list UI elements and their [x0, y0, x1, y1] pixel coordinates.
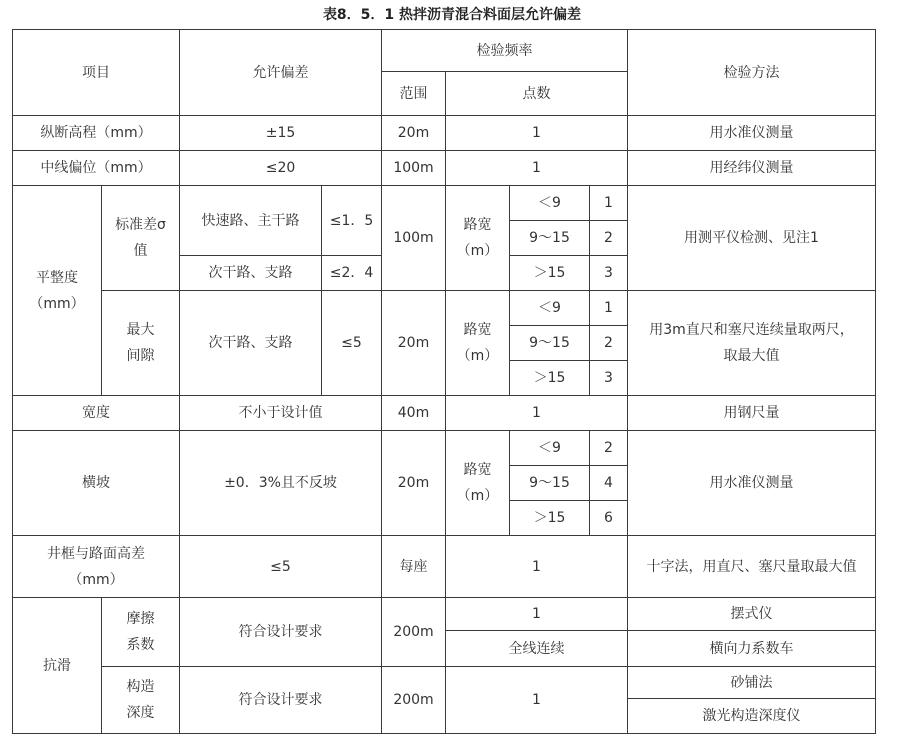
elevation-tolerance: ±15 [180, 116, 382, 151]
texture-points: 1 [446, 667, 628, 734]
std-label-line1: 标准差σ [115, 217, 166, 233]
std-width-2: ＞15 [510, 256, 590, 291]
header-item: 项目 [13, 30, 180, 116]
centerline-method: 用经纬仪测量 [628, 151, 876, 186]
texture-method-a: 砂铺法 [628, 667, 876, 699]
friction-points-b: 全线连续 [446, 631, 628, 667]
flatness-item [13, 186, 102, 396]
header-range: 范围 [382, 72, 446, 116]
centerline-range: 100m [382, 151, 446, 186]
friction-points-a: 1 [446, 598, 628, 631]
manhole-method: 十字法，用直尺、塞尺量取最大值 [628, 536, 876, 598]
gap-width-1: 9～15 [510, 326, 590, 361]
gap-points-1: 2 [590, 326, 628, 361]
slope-method: 用水准仪测量 [628, 431, 876, 536]
slope-points-2: 6 [590, 501, 628, 536]
gap-width-0: ＜9 [510, 291, 590, 326]
gap-width-label [446, 291, 510, 396]
width-tolerance: 不小于设计值 [180, 396, 382, 431]
gap-road: 次干路、支路 [180, 291, 322, 396]
std-value-b: ≤2．4 [322, 256, 382, 291]
friction-label-line1: 摩擦 [126, 611, 155, 627]
slope-width-line2: （m） [456, 488, 499, 504]
friction-label-line2: 系数 [126, 637, 155, 653]
elevation-range: 20m [382, 116, 446, 151]
manhole-range: 每座 [382, 536, 446, 598]
flatness-item-line1: 平整度 [36, 269, 78, 286]
centerline-points: 1 [446, 151, 628, 186]
slope-width-1: 9～15 [510, 466, 590, 501]
header-points: 点数 [446, 72, 628, 116]
manhole-item-line1: 井框与路面高差 [47, 545, 145, 562]
gap-width-line2: （m） [456, 348, 499, 364]
skid-item: 抗滑 [13, 598, 102, 734]
texture-method-b: 激光构造深度仪 [628, 699, 876, 734]
slope-width-0: ＜9 [510, 431, 590, 466]
slope-range: 20m [382, 431, 446, 536]
width-range: 40m [382, 396, 446, 431]
texture-label-line2: 深度 [126, 705, 155, 721]
slope-points-0: 2 [590, 431, 628, 466]
std-label [102, 186, 180, 291]
gap-method-line2: 取最大值 [723, 348, 780, 364]
friction-range: 200m [382, 598, 446, 667]
gap-range: 20m [382, 291, 446, 396]
header-method: 检验方法 [628, 30, 876, 116]
manhole-points: 1 [446, 536, 628, 598]
friction-label [102, 598, 180, 667]
gap-value: ≤5 [322, 291, 382, 396]
gap-label-line1: 最大 [126, 322, 155, 338]
flatness-item-line2: （mm） [29, 295, 85, 312]
std-method: 用测平仪检测、见注1 [628, 186, 876, 291]
std-value-a: ≤1．5 [322, 186, 382, 256]
gap-width-line1: 路宽 [463, 322, 492, 338]
header-tolerance: 允许偏差 [180, 30, 382, 116]
width-method: 用钢尺量 [628, 396, 876, 431]
slope-width-line1: 路宽 [463, 462, 492, 478]
gap-points-2: 3 [590, 361, 628, 396]
elevation-method: 用水准仪测量 [628, 116, 876, 151]
slope-tolerance: ±0．3%且不反坡 [180, 431, 382, 536]
texture-label [102, 667, 180, 734]
header-frequency: 检验频率 [382, 30, 628, 72]
std-width-line1: 路宽 [463, 217, 492, 233]
texture-tolerance: 符合设计要求 [180, 667, 382, 734]
gap-method-line1: 用3m直尺和塞尺连续量取两尺， [649, 322, 854, 338]
std-width-0: ＜9 [510, 186, 590, 221]
texture-label-line1: 构造 [126, 679, 155, 695]
std-points-2: 3 [590, 256, 628, 291]
gap-method [628, 291, 876, 396]
std-points-0: 1 [590, 186, 628, 221]
friction-method-a: 摆式仪 [628, 598, 876, 631]
gap-points-0: 1 [590, 291, 628, 326]
slope-item: 横坡 [13, 431, 180, 536]
friction-method-b: 横向力系数车 [628, 631, 876, 667]
std-range: 100m [382, 186, 446, 291]
std-road-a: 快速路、主干路 [180, 186, 322, 256]
width-item: 宽度 [13, 396, 180, 431]
width-points: 1 [446, 396, 628, 431]
std-width-1: 9～15 [510, 221, 590, 256]
centerline-item: 中线偏位（mm） [13, 151, 180, 186]
slope-width-2: ＞15 [510, 501, 590, 536]
gap-width-2: ＞15 [510, 361, 590, 396]
centerline-tolerance: ≤20 [180, 151, 382, 186]
gap-label-line2: 间隙 [126, 348, 155, 364]
slope-width-label [446, 431, 510, 536]
friction-tolerance: 符合设计要求 [180, 598, 382, 667]
manhole-item-line2: （mm） [68, 571, 124, 588]
elevation-item: 纵断高程（mm） [13, 116, 180, 151]
std-width-line2: （m） [456, 243, 499, 259]
slope-points-1: 4 [590, 466, 628, 501]
std-width-label [446, 186, 510, 291]
tolerance-table [12, 29, 876, 734]
elevation-points: 1 [446, 116, 628, 151]
gap-label [102, 291, 180, 396]
std-road-b: 次干路、支路 [180, 256, 322, 291]
std-label-line2: 值 [133, 243, 148, 259]
texture-range: 200m [382, 667, 446, 734]
table-title: 表8．5．1 热拌沥青混合料面层允许偏差 [322, 7, 582, 23]
manhole-item [13, 536, 180, 598]
std-points-1: 2 [590, 221, 628, 256]
manhole-tolerance: ≤5 [180, 536, 382, 598]
